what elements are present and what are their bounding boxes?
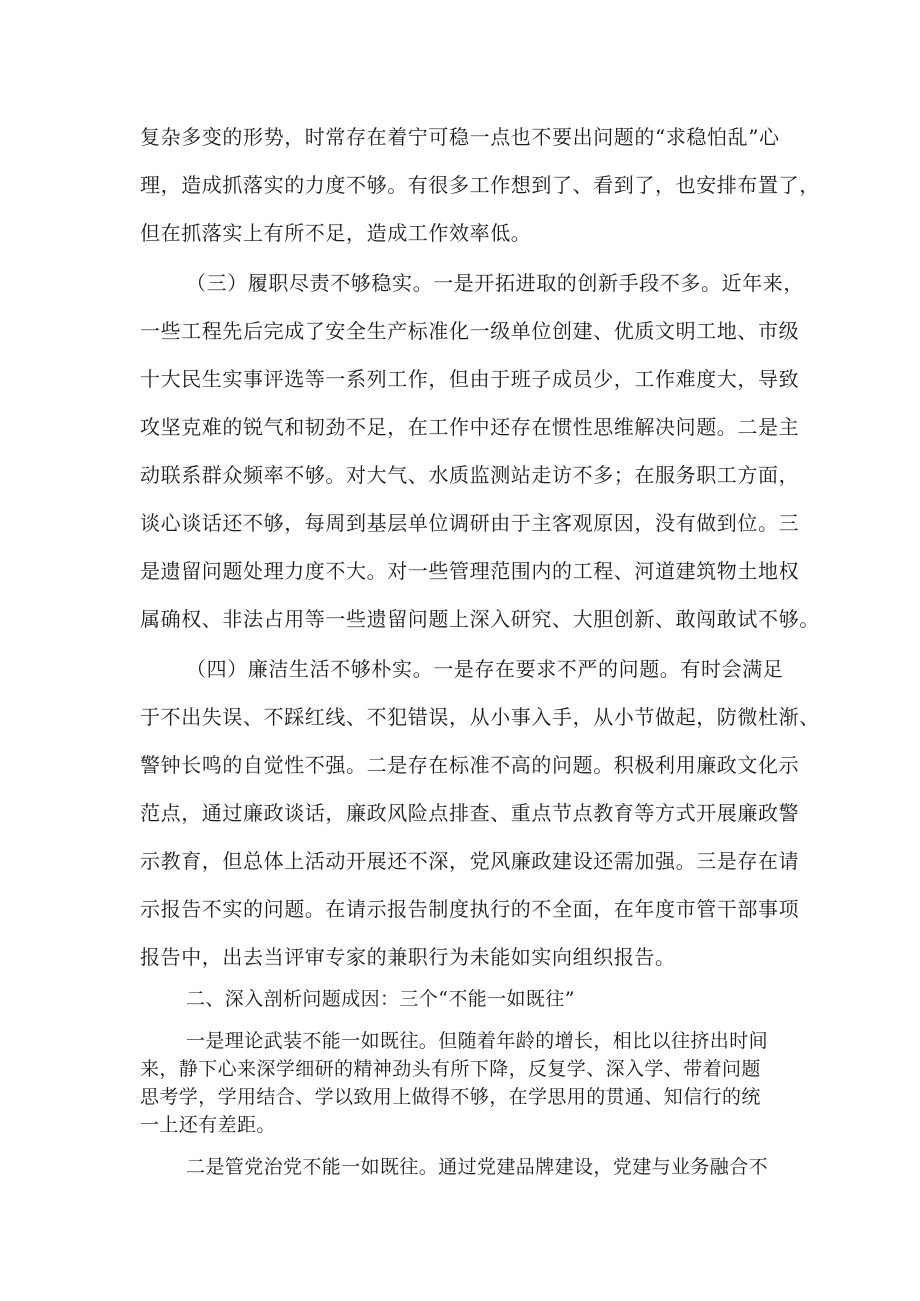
text-line: 是遗留问题处理力度不大。对一些管理范围内的工程、河道建筑物土地权 xyxy=(140,559,800,583)
text-line: 警钟长鸣的自觉性不强。二是存在标准不高的问题。积极利用廉政文化示 xyxy=(140,753,800,777)
text-line: 一上还有差距。 xyxy=(140,1114,276,1136)
text-line: 范点，通过廉政谈话，廉政风险点排查、重点节点教育等方式开展廉政警 xyxy=(140,801,800,825)
section-heading: 二、深入剖析问题成因：三个“不能一如既往” xyxy=(186,988,575,1010)
text-line: 谈心谈话还不够，每周到基层单位调研由于主客观原因，没有做到位。三 xyxy=(140,511,800,535)
text-line-paragraph-start: 一是理论武装不能一如既往。但随着年龄的增长，相比以往挤出时间 xyxy=(186,1030,769,1052)
text-line: 动联系群众频率不够。对大气、水质监测站走访不多；在服务职工方面， xyxy=(140,463,800,487)
text-line: 思考学，学用结合、学以致用上做得不够，在学思用的贯通、知信行的统 xyxy=(140,1086,761,1108)
text-line-paragraph-start: 二是管党治党不能一如既往。通过党建品牌建设，党建与业务融合不 xyxy=(186,1156,769,1178)
text-line: 于不出失误、不踩红线、不犯错误，从小事入手，从小节做起，防微杜渐、 xyxy=(140,705,820,729)
text-line: 属确权、非法占用等一些遗留问题上深入研究、大胆创新、敢闯敢试不够。 xyxy=(140,607,820,631)
text-line-paragraph-start: （四）廉洁生活不够朴实。一是存在要求不严的问题。有时会满足 xyxy=(186,657,784,681)
text-line: 十大民生实事评选等一系列工作，但由于班子成员少，工作难度大，导致 xyxy=(140,367,800,391)
text-line: 来，静下心来深学细研的精神劲头有所下降，反复学、深入学、带着问题 xyxy=(140,1058,761,1080)
text-line: 但在抓落实上有所不足，造成工作效率低。 xyxy=(140,221,532,245)
text-line-paragraph-start: （三）履职尽责不够稳实。一是开拓进取的创新手段不多。近年来， xyxy=(186,271,804,295)
text-line: 一些工程先后完成了安全生产标准化一级单位创建、优质文明工地、市级 xyxy=(140,319,800,343)
text-line: 报告中，出去当评审专家的兼职行为未能如实向组织报告。 xyxy=(140,945,676,969)
text-line: 示报告不实的问题。在请示报告制度执行的不全面，在年度市管干部事项 xyxy=(140,897,800,921)
text-line: 理，造成抓落实的力度不够。有很多工作想到了、看到了，也安排布置了， xyxy=(140,173,820,197)
text-line: 复杂多变的形势，时常存在着宁可稳一点也不要出问题的“求稳怕乱”心 xyxy=(140,125,780,149)
text-line: 攻坚克难的锐气和韧劲不足，在工作中还存在惯性思维解决问题。二是主 xyxy=(140,415,800,439)
text-line: 示教育，但总体上活动开展还不深，党风廉政建设还需加强。三是存在请 xyxy=(140,849,800,873)
